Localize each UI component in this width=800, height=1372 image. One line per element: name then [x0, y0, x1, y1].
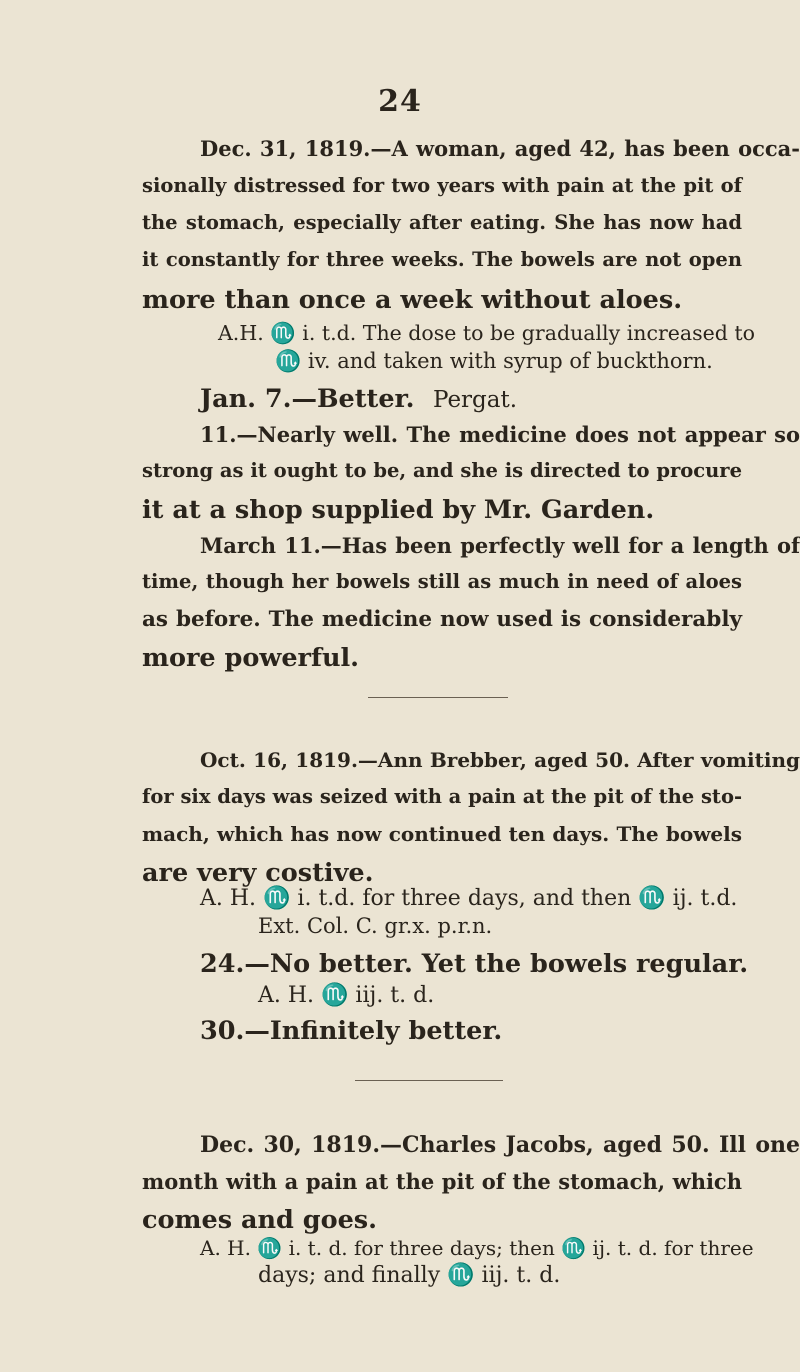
case-2-prescription-1: A. H. ♏ i. t.d. for three days, and then ♏ ij. t.d. — [200, 886, 738, 911]
case-1-entry-march-line-1: March 11.—Has been perfectly well for a length of — [200, 533, 800, 558]
case-1-entry-11-line-2: strong as it ought to be, and she is directed to procure — [142, 459, 742, 482]
case-2-entry-24-prescription: A. H. ♏ iij. t. d. — [258, 983, 435, 1008]
case-2-entry-24: 24.—No better. Yet the bowels regular. — [200, 949, 749, 979]
case-3-line-3: comes and goes. — [142, 1205, 378, 1235]
case-1-entry-11-line-1: 11.—Nearly well. The medicine does not appear so — [200, 422, 800, 447]
case-3-line-2: month with a pain at the pit of the stomach, which — [142, 1169, 742, 1194]
case-1-prescription-1: A.H. ♏ i. t.d. The dose to be gradually increased to — [218, 321, 755, 345]
case-1-entry-jan7: Jan. 7.—Better. — [200, 384, 415, 414]
case-3-prescription-2: days; and finally ♏ iij. t. d. — [258, 1263, 561, 1288]
case-1-entry-jan7-note: Pergat. — [433, 387, 518, 413]
case-1-line-2: sionally distressed for two years with pain at the pit of — [142, 174, 742, 197]
case-2-line-1: Oct. 16, 1819.—Ann Brebber, aged 50. After vomiting — [200, 748, 800, 772]
case-2-entry-30: 30.—Infinitely better. — [200, 1016, 503, 1046]
case-1-line-1: Dec. 31, 1819.—A woman, aged 42, has been occa- — [200, 136, 800, 161]
case-3-prescription-1: A. H. ♏ i. t. d. for three days; then ♏ ij. t. d. for three — [200, 1236, 754, 1260]
case-2-line-4: are very costive. — [142, 858, 374, 888]
case-1-prescription-2: ♏ iv. and taken with syrup of buckthorn. — [275, 349, 713, 373]
case-1-line-4: it constantly for three weeks. The bowels are not open — [142, 248, 742, 271]
section-divider — [355, 1080, 503, 1081]
case-2-line-3: mach, which has now continued ten days. The bowels — [142, 822, 742, 846]
case-2-prescription-2: Ext. Col. C. gr.x. p.r.n. — [258, 914, 493, 938]
case-3-line-1: Dec. 30, 1819.—Charles Jacobs, aged 50. Ill one — [200, 1132, 800, 1158]
case-1-line-3: the stomach, especially after eating. She has now had — [142, 211, 742, 234]
case-1-line-5: more than once a week without aloes. — [142, 285, 683, 315]
page-number: 24 — [378, 84, 422, 119]
case-2-line-2: for six days was seized with a pain at the pit of the sto- — [142, 785, 743, 808]
case-1-entry-march-line-2: time, though her bowels still as much in need of aloes — [142, 570, 742, 593]
case-1-entry-march-line-4: more powerful. — [142, 643, 360, 673]
section-divider — [368, 697, 508, 698]
case-1-entry-march-line-3: as before. The medicine now used is considerably — [142, 607, 742, 632]
case-1-entry-11-line-3: it at a shop supplied by Mr. Garden. — [142, 495, 655, 525]
